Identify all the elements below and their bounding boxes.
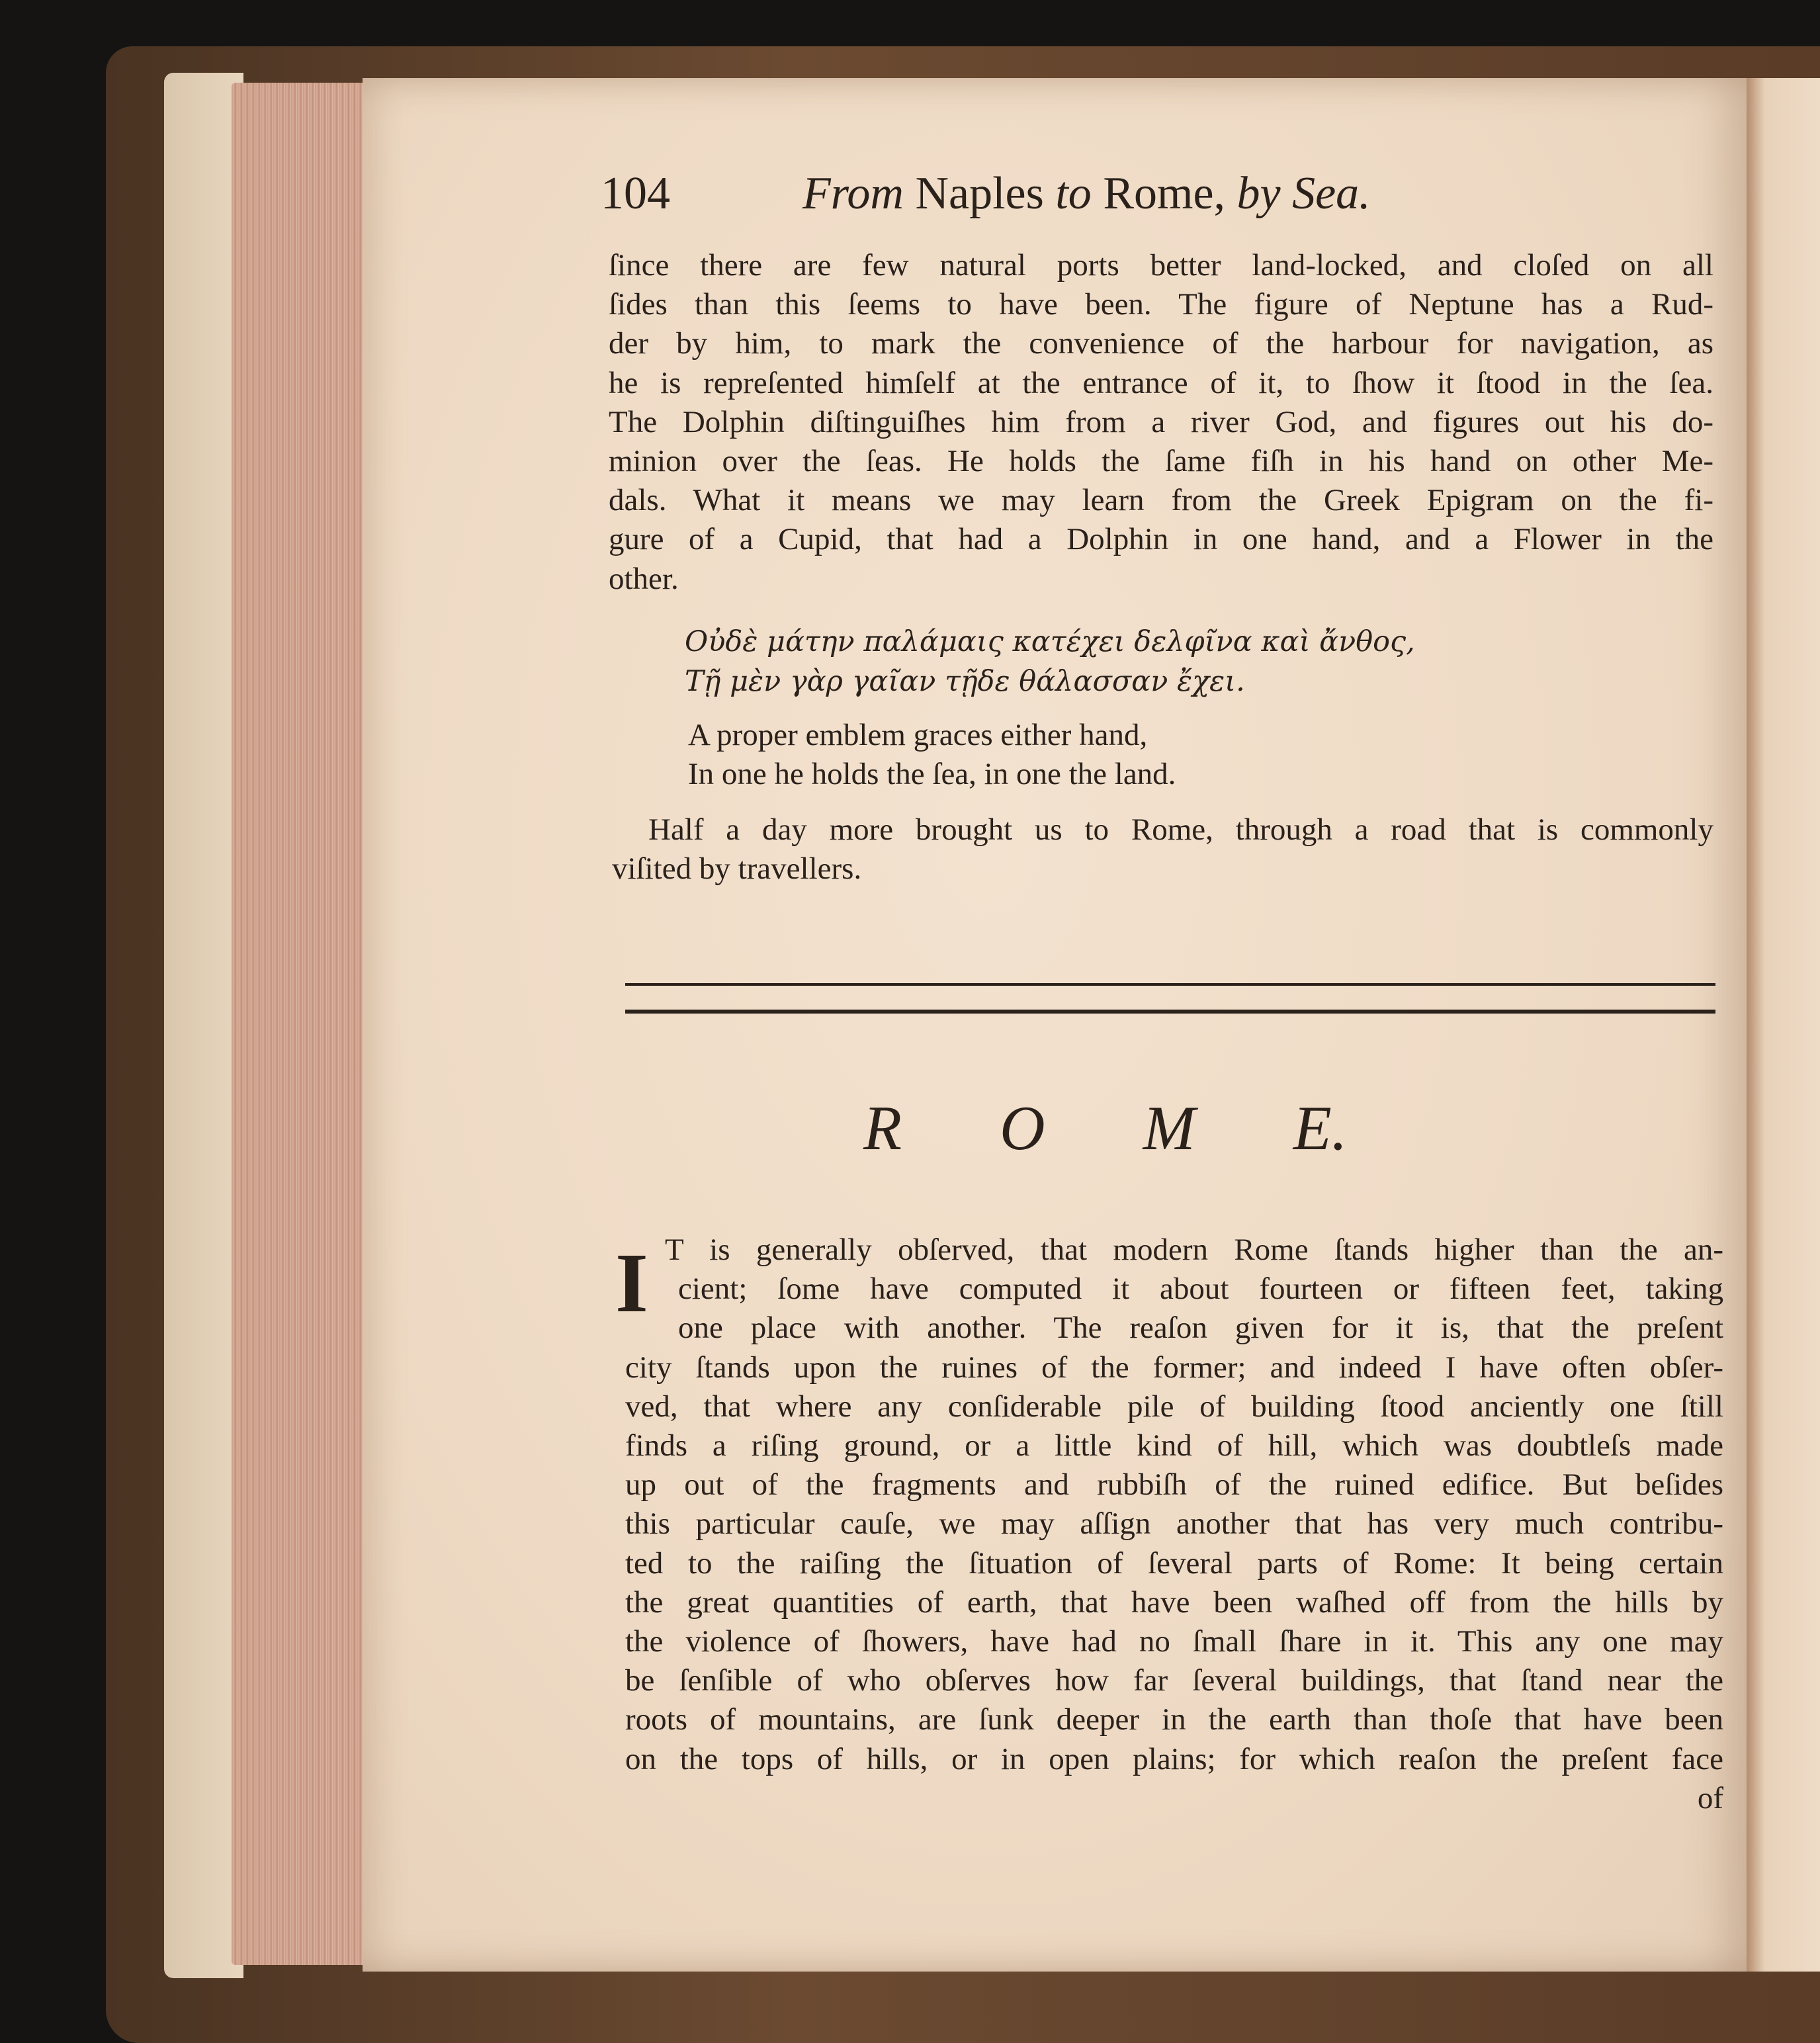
verse-line: A proper emblem graces either hand,: [688, 718, 1148, 752]
text-line: city ſtands upon the ruines of the former; and indeed I have often obſer-: [625, 1350, 1723, 1385]
header-by-sea: by Sea.: [1236, 168, 1371, 219]
paragraph-rome: [625, 1231, 1723, 1818]
text-line: be ſenſible of who obſerves how far ſeveral buildings, that ſtand near the: [625, 1663, 1723, 1698]
greek-line: Οὐδὲ μάτην παλάμαις κατέχει δελφῖνα καὶ ἄνθος,: [685, 625, 1415, 658]
header-from: From: [802, 168, 904, 219]
paragraph-arrival: [612, 810, 1713, 889]
verse-line: In one he holds the ſea, in one the land.: [688, 757, 1176, 791]
drop-capital: I: [615, 1236, 648, 1330]
text-line: gure of a Cupid, that had a Dolphin in one hand, and a Flower in the: [609, 522, 1713, 557]
text-line: he is repreſented himſelf at the entrance of it, to ſhow it ſtood in the ſea.: [609, 365, 1713, 400]
text-line: Half a day more brought us to Rome, through a road that is commonly: [648, 812, 1713, 847]
title-letter: E.: [1293, 1093, 1348, 1163]
header-rome: Rome,: [1103, 168, 1226, 219]
text-line: T is generally obſerved, that modern Rome ſtands higher than the an-: [665, 1233, 1723, 1267]
text-line: on the tops of hills, or in open plains; for which reaſon the preſent face: [625, 1741, 1723, 1776]
greek-epigram: [685, 622, 1415, 701]
text-line: ved, that where any conſiderable pile of building ſtood anciently one ſtill: [625, 1389, 1723, 1424]
text-line: the violence of ſhowers, have had no ſmall ſhare in it. This any one may: [625, 1624, 1723, 1659]
text-line: one place with another. The reaſon given for it is, that the preſent: [678, 1311, 1723, 1346]
section-title: [863, 1092, 1446, 1164]
greek-line: Τῇ μὲν γὰρ γαῖαν τῇδε θάλασσαν ἔχει.: [685, 665, 1245, 698]
page-fore-edge: [232, 83, 367, 1965]
facing-page-edge: [1747, 78, 1820, 1972]
text-line: ted to the raiſing the ſituation of ſeveral parts of Rome: It being certain: [625, 1545, 1723, 1581]
text-line: viſited by travellers.: [612, 851, 862, 887]
header-naples: Naples: [915, 168, 1044, 219]
text-line: dals. What it means we may learn from the Greek Epigram on the fi-: [609, 483, 1713, 518]
title-letter: R: [863, 1093, 902, 1163]
text-line: ſince there are few natural ports better land-locked, and cloſed on all: [609, 248, 1713, 283]
title-letter: M: [1143, 1093, 1195, 1163]
text-line: ſides than this ſeems to have been. The figure of Neptune has a Rud-: [609, 287, 1713, 322]
text-line: finds a riſing ground, or a little kind of hill, which was doubtleſs made: [625, 1428, 1723, 1463]
catchword: of: [1697, 1780, 1723, 1815]
section-rule-thick: [625, 1010, 1715, 1014]
header-to: to: [1055, 168, 1092, 219]
text-line: the great quantities of earth, that have been waſhed off from the hills by: [625, 1585, 1723, 1620]
page-number: 104: [601, 168, 670, 219]
text-line: up out of the fragments and rubbiſh of the ruined edifice. But beſides: [625, 1467, 1723, 1502]
text-line: minion over the ſeas. He holds the ſame fiſh in his hand on other Me-: [609, 444, 1713, 479]
title-letter: O: [1000, 1093, 1045, 1163]
text-line: roots of mountains, are ſunk deeper in the earth than thoſe that have been: [625, 1702, 1723, 1737]
text-line: cient; ſome have computed it about fourteen or fifteen feet, taking: [678, 1272, 1723, 1307]
text-line: this particular cauſe, we may aſſign another that has very much contribu-: [625, 1506, 1723, 1542]
section-rule-thin: [625, 983, 1715, 986]
text-line: der by him, to mark the convenience of the harbour for navigation, as: [609, 326, 1713, 361]
text-line: The Dolphin diſtinguiſhes him from a river God, and figures out his do-: [609, 404, 1713, 439]
text-line: other.: [609, 561, 679, 596]
running-title: [802, 167, 1371, 220]
verse-translation: [688, 716, 1176, 794]
running-header: [601, 167, 1500, 220]
paragraph-neptune: [609, 246, 1713, 599]
